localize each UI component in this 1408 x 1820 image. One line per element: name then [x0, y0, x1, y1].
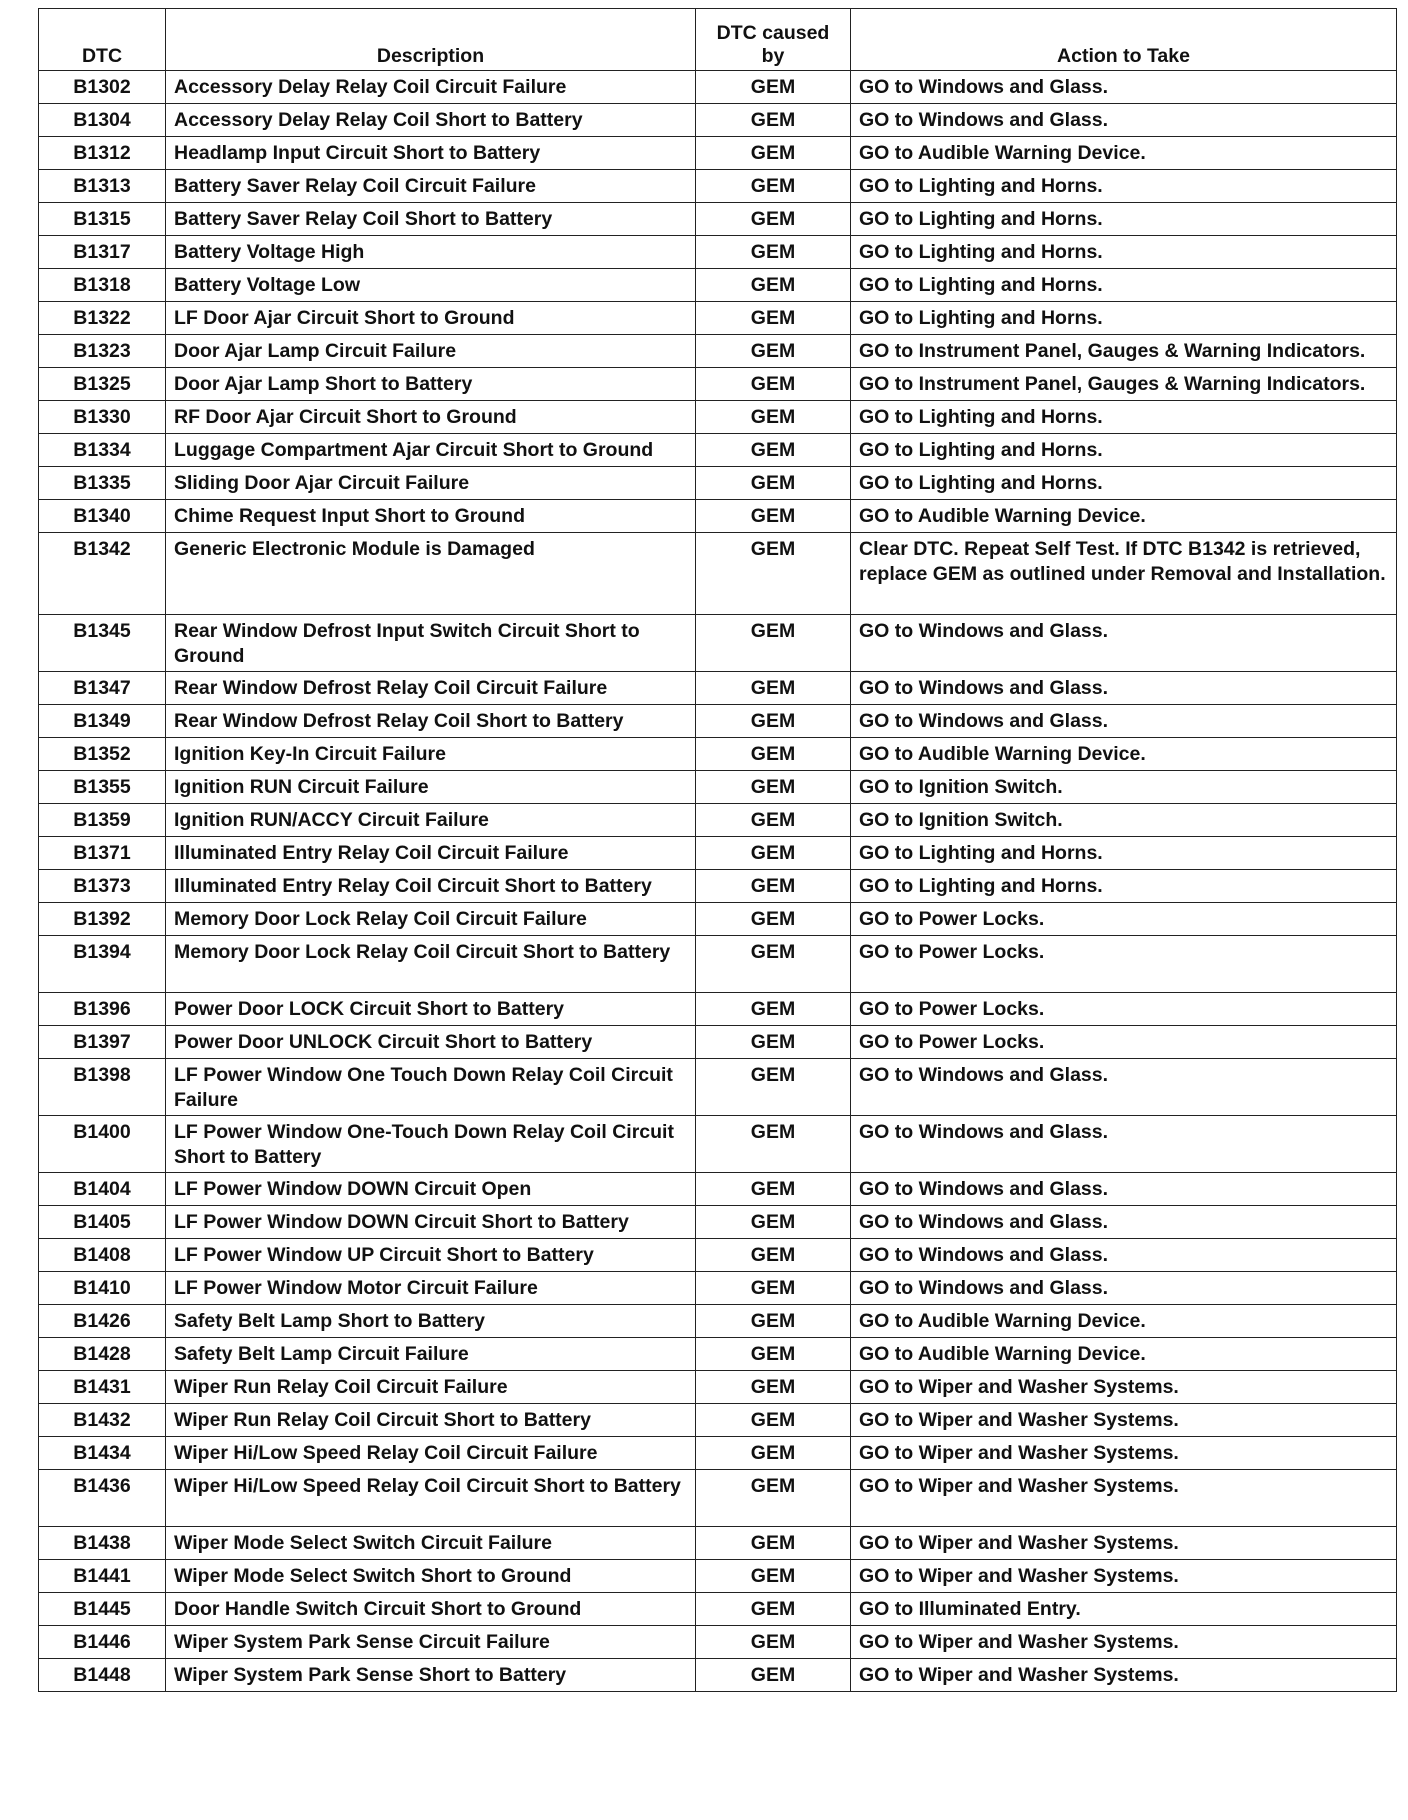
- cell-dtc: B1438: [39, 1527, 166, 1560]
- cell-dtc: B1302: [39, 71, 166, 104]
- cell-dtc: B1325: [39, 368, 166, 401]
- cell-dtc: B1335: [39, 467, 166, 500]
- header-dtc: DTC: [39, 9, 166, 71]
- cell-caused-by: GEM: [696, 1560, 851, 1593]
- cell-dtc: B1352: [39, 738, 166, 771]
- cell-dtc: B1340: [39, 500, 166, 533]
- table-row: [39, 368, 1397, 401]
- table-row: [39, 771, 1397, 804]
- table-row: [39, 71, 1397, 104]
- cell-description: Chime Request Input Short to Ground: [166, 500, 696, 533]
- cell-caused-by: GEM: [696, 1116, 851, 1173]
- cell-caused-by: GEM: [696, 236, 851, 269]
- cell-action: GO to Lighting and Horns.: [851, 434, 1397, 467]
- cell-caused-by: GEM: [696, 137, 851, 170]
- cell-action: GO to Lighting and Horns.: [851, 170, 1397, 203]
- table-body: [39, 71, 1397, 1692]
- cell-action: GO to Windows and Glass.: [851, 1116, 1397, 1173]
- cell-dtc: B1408: [39, 1239, 166, 1272]
- cell-description: Memory Door Lock Relay Coil Circuit Short to Battery: [166, 936, 696, 993]
- cell-description: LF Power Window DOWN Circuit Open: [166, 1173, 696, 1206]
- cell-description: Headlamp Input Circuit Short to Battery: [166, 137, 696, 170]
- cell-description: Wiper Mode Select Switch Circuit Failure: [166, 1527, 696, 1560]
- cell-caused-by: GEM: [696, 401, 851, 434]
- cell-dtc: B1394: [39, 936, 166, 993]
- cell-action: GO to Wiper and Washer Systems.: [851, 1626, 1397, 1659]
- table-row: [39, 1338, 1397, 1371]
- table-row: [39, 1206, 1397, 1239]
- cell-action: GO to Windows and Glass.: [851, 615, 1397, 672]
- table-row: [39, 1116, 1397, 1173]
- cell-dtc: B1392: [39, 903, 166, 936]
- cell-action: GO to Audible Warning Device.: [851, 137, 1397, 170]
- cell-caused-by: GEM: [696, 1404, 851, 1437]
- cell-dtc: B1400: [39, 1116, 166, 1173]
- cell-action: GO to Lighting and Horns.: [851, 870, 1397, 903]
- cell-caused-by: GEM: [696, 533, 851, 615]
- cell-dtc: B1349: [39, 705, 166, 738]
- cell-caused-by: GEM: [696, 467, 851, 500]
- cell-dtc: B1323: [39, 335, 166, 368]
- table-row: [39, 738, 1397, 771]
- cell-description: Door Handle Switch Circuit Short to Ground: [166, 1593, 696, 1626]
- cell-description: Wiper Hi/Low Speed Relay Coil Circuit Short to Battery: [166, 1470, 696, 1527]
- cell-caused-by: GEM: [696, 500, 851, 533]
- cell-action: GO to Windows and Glass.: [851, 1059, 1397, 1116]
- cell-action: GO to Wiper and Washer Systems.: [851, 1437, 1397, 1470]
- cell-dtc: B1355: [39, 771, 166, 804]
- cell-caused-by: GEM: [696, 368, 851, 401]
- table-row: [39, 672, 1397, 705]
- cell-description: Safety Belt Lamp Short to Battery: [166, 1305, 696, 1338]
- cell-action: GO to Lighting and Horns.: [851, 203, 1397, 236]
- cell-description: Sliding Door Ajar Circuit Failure: [166, 467, 696, 500]
- cell-caused-by: GEM: [696, 804, 851, 837]
- table-row: [39, 500, 1397, 533]
- table-row: [39, 1026, 1397, 1059]
- cell-dtc: B1436: [39, 1470, 166, 1527]
- table-row: [39, 903, 1397, 936]
- cell-description: Door Ajar Lamp Circuit Failure: [166, 335, 696, 368]
- cell-description: Ignition Key-In Circuit Failure: [166, 738, 696, 771]
- cell-action: GO to Lighting and Horns.: [851, 837, 1397, 870]
- cell-description: Wiper Mode Select Switch Short to Ground: [166, 1560, 696, 1593]
- cell-dtc: B1342: [39, 533, 166, 615]
- cell-caused-by: GEM: [696, 104, 851, 137]
- cell-description: Rear Window Defrost Input Switch Circuit Short to Ground: [166, 615, 696, 672]
- cell-caused-by: GEM: [696, 903, 851, 936]
- cell-dtc: B1396: [39, 993, 166, 1026]
- cell-action: GO to Audible Warning Device.: [851, 500, 1397, 533]
- table-row: [39, 1527, 1397, 1560]
- table-row: [39, 1626, 1397, 1659]
- cell-action: GO to Wiper and Washer Systems.: [851, 1371, 1397, 1404]
- header-caused-by: DTC caused by: [696, 9, 851, 71]
- table-row: [39, 1272, 1397, 1305]
- cell-dtc: B1313: [39, 170, 166, 203]
- cell-dtc: B1404: [39, 1173, 166, 1206]
- cell-dtc: B1334: [39, 434, 166, 467]
- cell-dtc: B1317: [39, 236, 166, 269]
- cell-caused-by: GEM: [696, 870, 851, 903]
- table-row: [39, 170, 1397, 203]
- table-row: [39, 269, 1397, 302]
- cell-caused-by: GEM: [696, 434, 851, 467]
- table-row: [39, 1239, 1397, 1272]
- table-row: [39, 1560, 1397, 1593]
- cell-description: Battery Saver Relay Coil Short to Battery: [166, 203, 696, 236]
- cell-description: Ignition RUN Circuit Failure: [166, 771, 696, 804]
- cell-caused-by: GEM: [696, 705, 851, 738]
- cell-dtc: B1432: [39, 1404, 166, 1437]
- cell-action: GO to Windows and Glass.: [851, 672, 1397, 705]
- cell-action: GO to Power Locks.: [851, 993, 1397, 1026]
- cell-caused-by: GEM: [696, 203, 851, 236]
- cell-dtc: B1315: [39, 203, 166, 236]
- cell-caused-by: GEM: [696, 837, 851, 870]
- cell-action: GO to Windows and Glass.: [851, 1173, 1397, 1206]
- cell-dtc: B1431: [39, 1371, 166, 1404]
- table-row: [39, 1305, 1397, 1338]
- cell-description: Power Door LOCK Circuit Short to Battery: [166, 993, 696, 1026]
- cell-description: LF Power Window UP Circuit Short to Battery: [166, 1239, 696, 1272]
- cell-caused-by: GEM: [696, 1272, 851, 1305]
- cell-description: LF Power Window DOWN Circuit Short to Battery: [166, 1206, 696, 1239]
- cell-dtc: B1434: [39, 1437, 166, 1470]
- table-row: [39, 993, 1397, 1026]
- cell-dtc: B1318: [39, 269, 166, 302]
- cell-dtc: B1373: [39, 870, 166, 903]
- cell-action: GO to Windows and Glass.: [851, 71, 1397, 104]
- cell-description: LF Power Window One-Touch Down Relay Coil Circuit Short to Battery: [166, 1116, 696, 1173]
- table-row: [39, 837, 1397, 870]
- cell-dtc: B1445: [39, 1593, 166, 1626]
- cell-action: Clear DTC. Repeat Self Test. If DTC B1342 is retrieved, replace GEM as outlined under Removal and Installation.: [851, 533, 1397, 615]
- cell-action: GO to Windows and Glass.: [851, 1239, 1397, 1272]
- cell-description: Accessory Delay Relay Coil Circuit Failure: [166, 71, 696, 104]
- cell-description: Battery Saver Relay Coil Circuit Failure: [166, 170, 696, 203]
- table-row: [39, 203, 1397, 236]
- table-row: [39, 705, 1397, 738]
- cell-dtc: B1371: [39, 837, 166, 870]
- cell-dtc: B1446: [39, 1626, 166, 1659]
- cell-dtc: B1312: [39, 137, 166, 170]
- cell-dtc: B1405: [39, 1206, 166, 1239]
- cell-description: Ignition RUN/ACCY Circuit Failure: [166, 804, 696, 837]
- cell-action: GO to Audible Warning Device.: [851, 1338, 1397, 1371]
- cell-description: LF Power Window Motor Circuit Failure: [166, 1272, 696, 1305]
- table-row: [39, 615, 1397, 672]
- cell-caused-by: GEM: [696, 1059, 851, 1116]
- table-row: [39, 137, 1397, 170]
- cell-action: GO to Windows and Glass.: [851, 104, 1397, 137]
- cell-action: GO to Windows and Glass.: [851, 1272, 1397, 1305]
- cell-description: Battery Voltage High: [166, 236, 696, 269]
- cell-dtc: B1448: [39, 1659, 166, 1692]
- cell-caused-by: GEM: [696, 1371, 851, 1404]
- cell-description: LF Power Window One Touch Down Relay Coil Circuit Failure: [166, 1059, 696, 1116]
- table-row: [39, 1059, 1397, 1116]
- cell-description: Illuminated Entry Relay Coil Circuit Short to Battery: [166, 870, 696, 903]
- table-row: [39, 467, 1397, 500]
- cell-action: GO to Windows and Glass.: [851, 705, 1397, 738]
- table-header: [39, 9, 1397, 71]
- cell-action: GO to Power Locks.: [851, 903, 1397, 936]
- cell-caused-by: GEM: [696, 1206, 851, 1239]
- cell-description: Illuminated Entry Relay Coil Circuit Failure: [166, 837, 696, 870]
- cell-caused-by: GEM: [696, 672, 851, 705]
- cell-description: Wiper Hi/Low Speed Relay Coil Circuit Failure: [166, 1437, 696, 1470]
- cell-caused-by: GEM: [696, 269, 851, 302]
- cell-description: Wiper System Park Sense Circuit Failure: [166, 1626, 696, 1659]
- cell-dtc: B1330: [39, 401, 166, 434]
- cell-dtc: B1410: [39, 1272, 166, 1305]
- table-row: [39, 302, 1397, 335]
- cell-description: Door Ajar Lamp Short to Battery: [166, 368, 696, 401]
- table-row: [39, 1593, 1397, 1626]
- cell-action: GO to Lighting and Horns.: [851, 236, 1397, 269]
- table-row: [39, 236, 1397, 269]
- header-description: Description: [166, 9, 696, 71]
- table-row: [39, 104, 1397, 137]
- table-row: [39, 936, 1397, 993]
- header-action: Action to Take: [851, 9, 1397, 71]
- table-row: [39, 1470, 1397, 1527]
- cell-caused-by: GEM: [696, 1437, 851, 1470]
- table-row: [39, 1437, 1397, 1470]
- cell-description: Wiper Run Relay Coil Circuit Failure: [166, 1371, 696, 1404]
- cell-caused-by: GEM: [696, 1626, 851, 1659]
- table-row: [39, 1404, 1397, 1437]
- cell-description: Wiper System Park Sense Short to Battery: [166, 1659, 696, 1692]
- cell-description: LF Door Ajar Circuit Short to Ground: [166, 302, 696, 335]
- cell-dtc: B1426: [39, 1305, 166, 1338]
- table-row: [39, 533, 1397, 615]
- cell-caused-by: GEM: [696, 1305, 851, 1338]
- cell-description: Memory Door Lock Relay Coil Circuit Failure: [166, 903, 696, 936]
- table-row: [39, 401, 1397, 434]
- cell-dtc: B1347: [39, 672, 166, 705]
- table-row: [39, 1371, 1397, 1404]
- cell-caused-by: GEM: [696, 1593, 851, 1626]
- cell-action: GO to Audible Warning Device.: [851, 1305, 1397, 1338]
- cell-action: GO to Audible Warning Device.: [851, 738, 1397, 771]
- cell-caused-by: GEM: [696, 771, 851, 804]
- cell-action: GO to Lighting and Horns.: [851, 302, 1397, 335]
- cell-action: GO to Power Locks.: [851, 1026, 1397, 1059]
- cell-caused-by: GEM: [696, 1173, 851, 1206]
- cell-action: GO to Lighting and Horns.: [851, 401, 1397, 434]
- table-row: [39, 434, 1397, 467]
- cell-action: GO to Windows and Glass.: [851, 1206, 1397, 1239]
- cell-description: Luggage Compartment Ajar Circuit Short to Ground: [166, 434, 696, 467]
- cell-dtc: B1304: [39, 104, 166, 137]
- cell-action: GO to Wiper and Washer Systems.: [851, 1659, 1397, 1692]
- cell-description: Rear Window Defrost Relay Coil Short to Battery: [166, 705, 696, 738]
- cell-dtc: B1397: [39, 1026, 166, 1059]
- cell-caused-by: GEM: [696, 335, 851, 368]
- cell-action: GO to Instrument Panel, Gauges & Warning Indicators.: [851, 368, 1397, 401]
- cell-dtc: B1441: [39, 1560, 166, 1593]
- cell-description: Generic Electronic Module is Damaged: [166, 533, 696, 615]
- cell-dtc: B1359: [39, 804, 166, 837]
- table-row: [39, 870, 1397, 903]
- cell-action: GO to Illuminated Entry.: [851, 1593, 1397, 1626]
- cell-dtc: B1428: [39, 1338, 166, 1371]
- cell-action: GO to Instrument Panel, Gauges & Warning Indicators.: [851, 335, 1397, 368]
- table-row: [39, 1173, 1397, 1206]
- cell-description: Wiper Run Relay Coil Circuit Short to Battery: [166, 1404, 696, 1437]
- cell-caused-by: GEM: [696, 1659, 851, 1692]
- cell-caused-by: GEM: [696, 71, 851, 104]
- header-row: [39, 9, 1397, 71]
- dtc-table: [38, 8, 1397, 1692]
- cell-caused-by: GEM: [696, 1239, 851, 1272]
- cell-action: GO to Wiper and Washer Systems.: [851, 1470, 1397, 1527]
- cell-dtc: B1322: [39, 302, 166, 335]
- cell-action: GO to Power Locks.: [851, 936, 1397, 993]
- cell-description: Safety Belt Lamp Circuit Failure: [166, 1338, 696, 1371]
- cell-action: GO to Wiper and Washer Systems.: [851, 1404, 1397, 1437]
- cell-caused-by: GEM: [696, 302, 851, 335]
- cell-action: GO to Ignition Switch.: [851, 771, 1397, 804]
- table-row: [39, 1659, 1397, 1692]
- table-row: [39, 335, 1397, 368]
- cell-action: GO to Lighting and Horns.: [851, 269, 1397, 302]
- cell-caused-by: GEM: [696, 1470, 851, 1527]
- cell-description: Rear Window Defrost Relay Coil Circuit Failure: [166, 672, 696, 705]
- cell-caused-by: GEM: [696, 1527, 851, 1560]
- cell-dtc: B1345: [39, 615, 166, 672]
- cell-caused-by: GEM: [696, 1338, 851, 1371]
- cell-description: Accessory Delay Relay Coil Short to Battery: [166, 104, 696, 137]
- cell-description: Battery Voltage Low: [166, 269, 696, 302]
- cell-action: GO to Ignition Switch.: [851, 804, 1397, 837]
- cell-description: Power Door UNLOCK Circuit Short to Battery: [166, 1026, 696, 1059]
- cell-caused-by: GEM: [696, 615, 851, 672]
- table-row: [39, 804, 1397, 837]
- cell-dtc: B1398: [39, 1059, 166, 1116]
- cell-action: GO to Lighting and Horns.: [851, 467, 1397, 500]
- cell-action: GO to Wiper and Washer Systems.: [851, 1560, 1397, 1593]
- cell-caused-by: GEM: [696, 170, 851, 203]
- cell-action: GO to Wiper and Washer Systems.: [851, 1527, 1397, 1560]
- cell-caused-by: GEM: [696, 993, 851, 1026]
- cell-caused-by: GEM: [696, 1026, 851, 1059]
- cell-description: RF Door Ajar Circuit Short to Ground: [166, 401, 696, 434]
- cell-caused-by: GEM: [696, 936, 851, 993]
- cell-caused-by: GEM: [696, 738, 851, 771]
